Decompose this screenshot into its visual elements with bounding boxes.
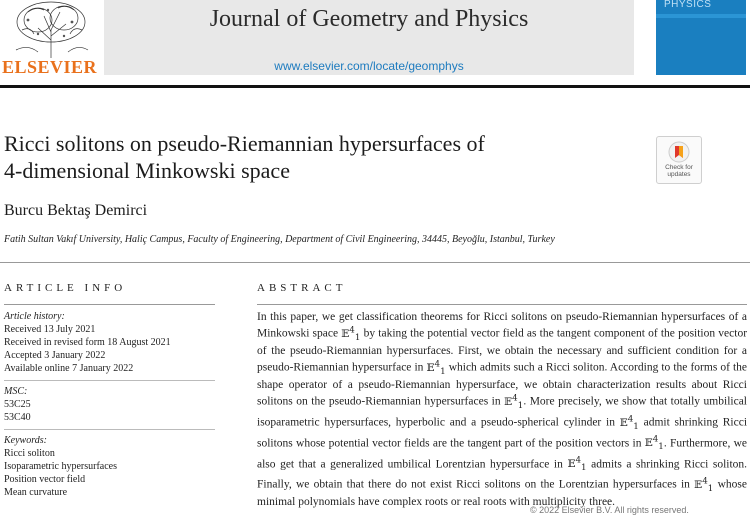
keyword: Position vector field	[4, 474, 86, 485]
header-rule	[0, 85, 750, 88]
check-for-updates-button[interactable]	[656, 136, 702, 184]
cover-stripe	[656, 14, 746, 18]
msc-label: MSC:	[4, 386, 28, 397]
abstract-heading: ABSTRACT	[257, 282, 347, 294]
paper-title-line-1: Ricci solitons on pseudo-Riemannian hypersurfaces of	[4, 131, 485, 156]
info-divider	[4, 380, 215, 381]
minkowski-space-symbol: 𝔼$^4_1$	[504, 393, 524, 411]
paper-title	[4, 130, 624, 184]
keyword: Isoparametric hypersurfaces	[4, 461, 117, 472]
history-received: Received 13 July 2021	[4, 324, 96, 335]
elsevier-tree-icon	[8, 0, 94, 58]
msc-code: 53C40	[4, 412, 31, 423]
minkowski-space-symbol: 𝔼$^4_1$	[567, 455, 587, 474]
history-label: Article history:	[4, 311, 65, 322]
elsevier-logo	[0, 0, 100, 80]
journal-cover-image	[656, 0, 746, 75]
minkowski-space-symbol: 𝔼$^4_1$	[619, 414, 639, 432]
bookmark-ribbon-icon	[668, 141, 690, 163]
minkowski-space-symbol: 𝔼$^4_1$	[694, 476, 714, 494]
keywords-label: Keywords:	[4, 435, 47, 446]
minkowski-space-symbol: 𝔼$^4_1$	[644, 434, 664, 453]
history-accepted: Accepted 3 January 2022	[4, 350, 106, 361]
check-for-updates-label: Check for updates	[665, 164, 693, 178]
section-rule	[0, 262, 750, 263]
journal-title: Journal of Geometry and Physics	[209, 6, 529, 32]
copyright-line: © 2022 Elsevier B.V. All rights reserved.	[530, 505, 689, 515]
article-info-rule	[4, 304, 215, 305]
minkowski-space-symbol: 𝔼$^4_1$	[426, 359, 446, 377]
article-info-panel	[4, 310, 216, 501]
author-affiliation: Fatih Sultan Vakıf University, Haliç Campus, Faculty of Engineering, Department of Civil Engineering, 34445, Beyoğlu, Istanbul, Turkey	[4, 234, 555, 245]
paper-title-line-2: 4-dimensional Minkowski space	[4, 158, 290, 183]
cover-text: PHYSICS	[664, 0, 712, 10]
abstract-text: In this paper, we get classification theorems for Ricci solitons on pseudo-Riemannian hypersurfaces of a Minkowski space 𝔼$^4_1$ by taking the potential vector field as the tangent component of the position vector of the pseudo-Riemannian hypersurfaces. First, we obtain the necessary and sufficient condition for a pseudo-Riemannian hypersurface in 𝔼$^4_1$ which admits such a Ricci soliton. According to the forms of the shape operator of a pseudo-Riemannian hypersurface, we obtain characterization results about Ricci solitons on the pseudo-Riemannian hypersurfaces in 𝔼$^4_1$. More precisely, we show that totally umbilical isoparametric hypersurfaces, hyperbolic and a pseudo-spherical cylinder in 𝔼$^4_1$ admit shrinking Ricci solitons whose potential vector fields are the tangent part of the position vectors in 𝔼$^4_1$. Furthermore, we also get that a generalized umbilical Lorentzian hypersurface in 𝔼$^4_1$ admits a shrinking Ricci soliton. Finally, we obtain that there do not exist Ricci solitons on the Lorentzian hypersurfaces in 𝔼$^4_1$ whose minimal polynomials have complex roots or real roots with multiplicity three.	[257, 311, 748, 509]
author-name[interactable]: Burcu Bektaş Demirci	[4, 202, 148, 219]
msc-code: 53C25	[4, 399, 31, 410]
minkowski-space-symbol: 𝔼$^4_1$	[341, 325, 361, 343]
article-info-heading: ARTICLE INFO	[4, 282, 127, 294]
abstract-rule	[257, 304, 747, 305]
journal-url-link[interactable]: www.elsevier.com/locate/geomphys	[274, 59, 464, 73]
keyword: Ricci soliton	[4, 448, 55, 459]
info-divider	[4, 429, 215, 430]
publisher-name: ELSEVIER	[2, 57, 98, 77]
keyword: Mean curvature	[4, 487, 68, 498]
history-revised: Received in revised form 18 August 2021	[4, 337, 171, 348]
history-online: Available online 7 January 2022	[4, 363, 134, 374]
